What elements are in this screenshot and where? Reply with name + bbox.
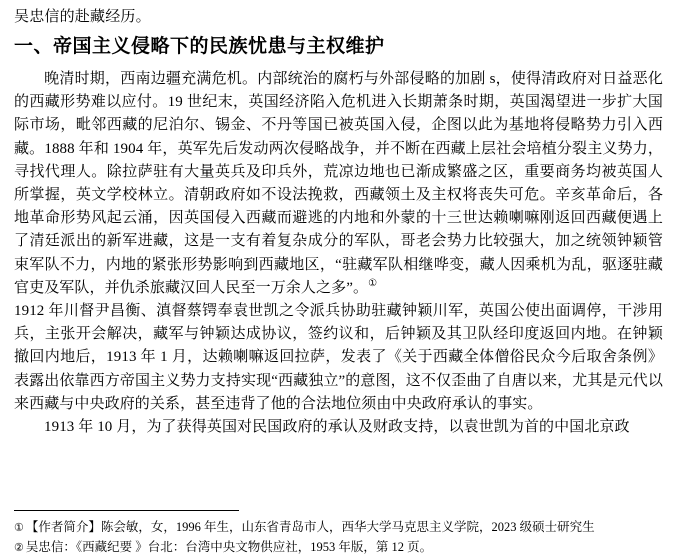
footnote-divider [14, 510, 239, 511]
footnote-marker: ② [14, 542, 24, 554]
paragraph-3-text: 1913 年 10 月，为了获得英国对民国政府的承认及财政支持，以袁世凯为首的中国北京政 [44, 419, 630, 436]
paragraph-1-text: 晚清时期，西南边疆充满危机。内部统治的腐朽与外部侵略的加剧 s，使得清政府对日益恶化的西藏形势难以应付。19 世纪末，英国经济陷入危机进入长期萧条时期，英国渴望进一步扩大国际市场，毗邻西藏的尼泊尔、锡金、不丹等国已被英国入侵，企图以此为基地将侵略势力引入西藏。1888 年和 1904 年，英军先后发动两次侵略战争，并不断在西藏上层社会培植分裂主义势力，寻找代理人。除拉萨驻有大量英兵及印兵外，荒凉边地也已渐成繁盛之区，重要商务均被英国人所掌握，英文学校林立。清朝政府如不设法挽救，西藏领土及主权将丧失可危。辛亥革命后，各地革命形势风起云涌，因英国侵入西藏而避逃的内地和外蒙的十三世达赖喇嘛刚返回西藏便遇上了清廷派出的新军进藏，这是一支有着复杂成分的军队，哥老会势力比较强大，加之统领钟颖管束军队不力，内地的紧张形势影响到西藏地区，“驻藏军队相继哗变，藏人因乘机为乱，驱逐驻藏官吏及军队，并仇杀旅藏汉回人民至一万余人之多”。 [14, 71, 663, 296]
footnote-item [14, 538, 664, 558]
paragraph-2 [14, 300, 663, 416]
footnote-ref-1: ① [368, 277, 378, 289]
footnote-text: 吴忠信：《西藏纪要 》台北：台湾中央文物供应社，1953 年版，第 12 页。 [25, 540, 433, 554]
section-heading: 一、帝国主义侵略下的民族忧患与主权维护 [14, 36, 385, 57]
footnote-marker: ① [14, 522, 24, 534]
footnote-area [14, 518, 664, 558]
lead-line: 吴忠信的赴藏经历。 [14, 9, 151, 25]
footnote-text: 【作者简介】陈会敏，女，1996 年生，山东省青岛市人，西华大学马克思主义学院，2023 级硕士研究生 [25, 520, 595, 534]
paragraph-2-text: 1912 年川督尹昌衡、滇督蔡锷奉袁世凯之令派兵协助驻藏钟颖川军，英国公使出面调停，干涉用兵，主张开会解决，藏军与钟颖达成协议，签约议和，后钟颖及其卫队经印度返回内地。在钟颖撤回内地后，1913 年 1 月，达赖喇嘛返回拉萨，发表了《关于西藏全体僧俗民众今后取舍条例》表露出依靠西方帝国主义势力支持实现“西藏独立”的意图，这不仅歪曲了自唐以来，尤其是元代以来西藏与中央政府的关系，甚至违背了他的合法地位须由中央政府承认的事实。 [14, 303, 663, 412]
paragraph-1 [14, 68, 663, 300]
footnote-item [14, 518, 664, 538]
paragraph-3 [14, 416, 663, 439]
